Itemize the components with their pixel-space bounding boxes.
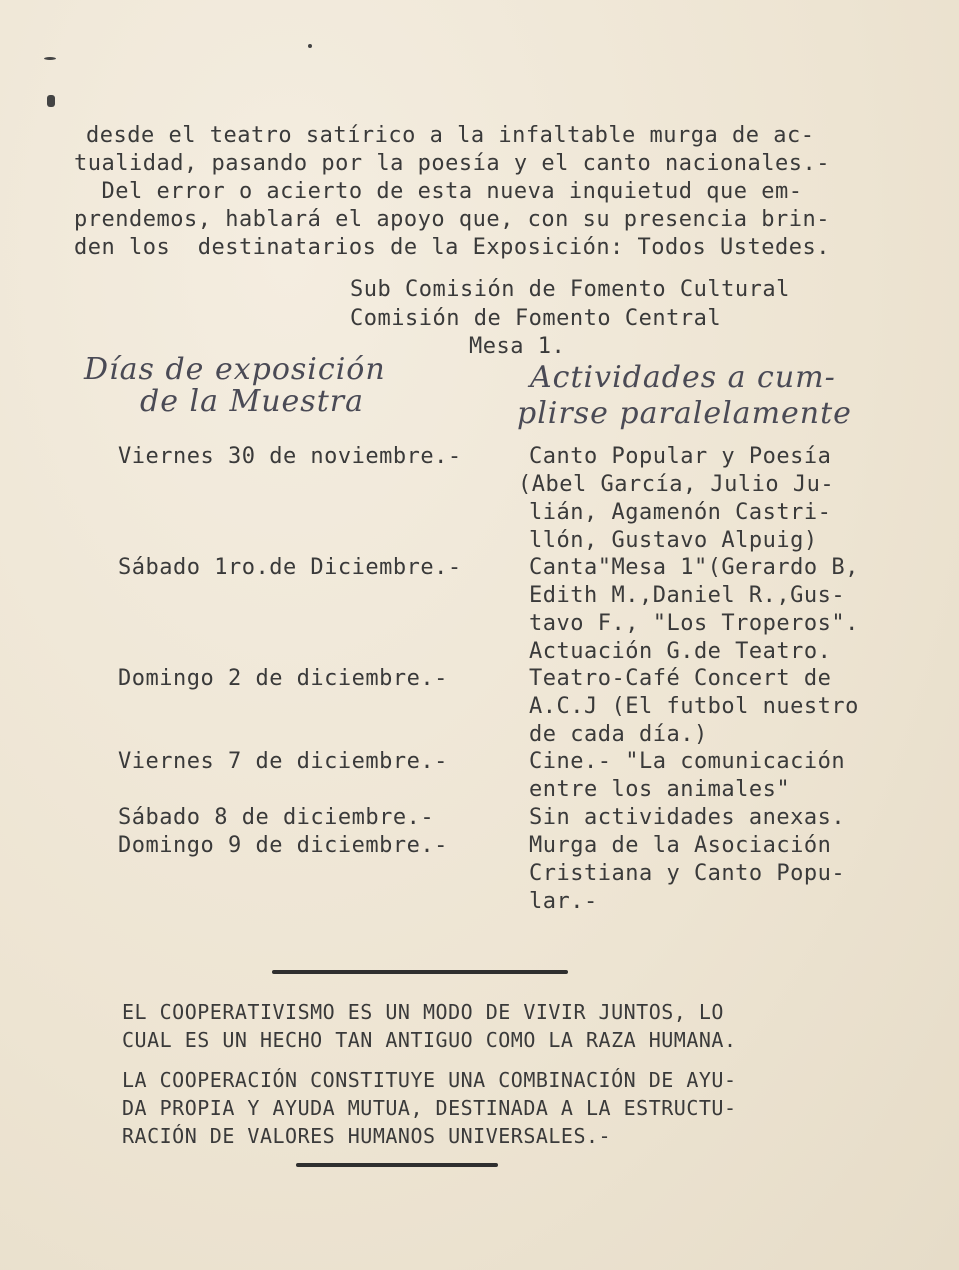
schedule-activity: Actuación G.de Teatro. — [529, 639, 832, 664]
intro-line: Del error o acierto de esta nueva inquietud que em- — [74, 179, 803, 204]
schedule-activity: tavo F., "Los Troperos". — [529, 611, 859, 636]
schedule-day: Sábado 8 de diciembre.- — [118, 805, 435, 830]
handwritten-heading-activities: plirse paralelamente — [517, 396, 852, 431]
handwritten-heading-days: Días de exposición — [84, 352, 386, 387]
schedule-activity: Cristiana y Canto Popu- — [529, 861, 846, 886]
signature-line: Mesa 1. — [469, 334, 566, 359]
schedule-activity: Murga de la Asociación — [529, 833, 832, 858]
handwritten-heading-days: de la Muestra — [140, 384, 364, 419]
schedule-activity: (Abel García, Julio Ju- — [518, 472, 835, 497]
closing-line: EL COOPERATIVISMO ES UN MODO DE VIVIR JUNTOS, LO — [122, 1000, 724, 1024]
schedule-activity: lián, Agamenón Castri- — [529, 500, 832, 525]
divider-rule — [272, 970, 568, 974]
ink-speck — [308, 44, 312, 48]
schedule-activity: Edith M.,Daniel R.,Gus- — [529, 583, 846, 608]
intro-line: desde el teatro satírico a la infaltable murga de ac- — [86, 123, 815, 148]
schedule-activity: lar.- — [529, 889, 598, 914]
closing-line: RACIÓN DE VALORES HUMANOS UNIVERSALES.- — [122, 1124, 612, 1148]
intro-line: den los destinatarios de la Exposición: Todos Ustedes. — [74, 235, 830, 260]
signature-line: Comisión de Fomento Central — [350, 306, 722, 331]
schedule-activity: llón, Gustavo Alpuig) — [529, 528, 818, 553]
signature-line: Sub Comisión de Fomento Cultural — [350, 277, 790, 302]
handwritten-heading-activities: Actividades a cum- — [530, 360, 836, 395]
schedule-day: Viernes 7 de diciembre.- — [118, 749, 448, 774]
closing-line: DA PROPIA Y AYUDA MUTUA, DESTINADA A LA ESTRUCTU- — [122, 1096, 737, 1120]
schedule-activity: Cine.- "La comunicación — [529, 749, 846, 774]
schedule-activity: entre los animales" — [529, 777, 791, 802]
intro-line: prendemos, hablará el apoyo que, con su presencia brin- — [74, 207, 830, 232]
divider-rule — [296, 1163, 498, 1167]
schedule-activity: A.C.J (El futbol nuestro — [529, 694, 859, 719]
schedule-activity: Teatro-Café Concert de — [529, 666, 832, 691]
closing-line: CUAL ES UN HECHO TAN ANTIGUO COMO LA RAZA HUMANA. — [122, 1028, 737, 1052]
schedule-day: Domingo 9 de diciembre.- — [118, 833, 448, 858]
schedule-activity: de cada día.) — [529, 722, 708, 747]
closing-line: LA COOPERACIÓN CONSTITUYE UNA COMBINACIÓN DE AYU- — [122, 1068, 737, 1092]
schedule-activity: Sin actividades anexas. — [529, 805, 846, 830]
schedule-activity: Canta"Mesa 1"(Gerardo B, — [529, 555, 859, 580]
ink-speck — [44, 57, 56, 60]
intro-line: tualidad, pasando por la poesía y el canto nacionales.- — [74, 151, 830, 176]
schedule-day: Sábado 1ro.de Diciembre.- — [118, 555, 462, 580]
schedule-day: Domingo 2 de diciembre.- — [118, 666, 448, 691]
schedule-activity: Canto Popular y Poesía — [529, 444, 832, 469]
schedule-day: Viernes 30 de noviembre.- — [118, 444, 462, 469]
ink-speck — [47, 95, 55, 107]
